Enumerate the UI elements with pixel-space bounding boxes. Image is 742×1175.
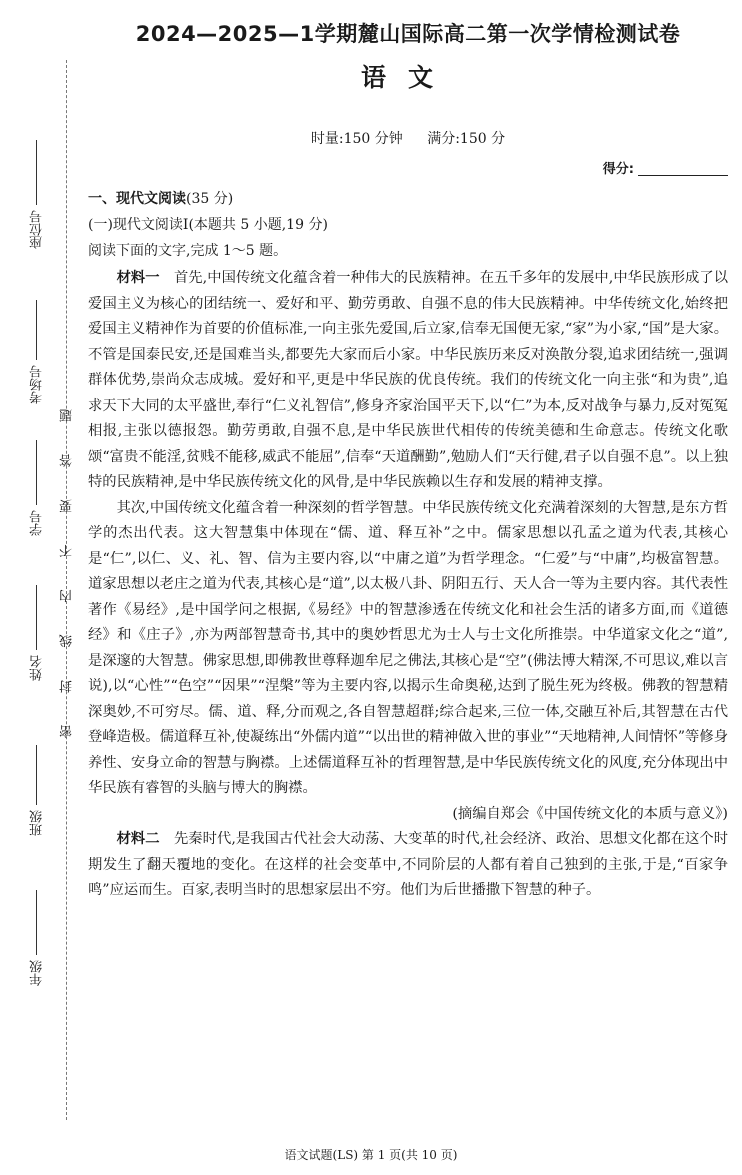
name-field[interactable] — [36, 585, 37, 650]
score-box — [603, 158, 728, 177]
grade-field[interactable] — [36, 890, 37, 955]
material2-label: 材料二 — [116, 831, 160, 847]
material1-p1-text: 首先,中国传统文化蕴含着一种伟大的民族精神。在五千多年的发展中,中华民族形成了以爱国主义为核心的团结统一、爱好和平、勤劳勇敢、自强不息的伟大民族精神。中华传统文化,始终把爱国主义精神作为首要的价值标准,一向主张先爱国,后立家,信奉无国便无家,“家”为小家,“国”是大家。不管是国泰民安,还是国难当头,都要先大家而后小家。中华民族历来反对涣散分裂,追求团结统一,强调群体优势,崇尚众志成城。爱好和平,更是中华民族的优良传统。我们的传统文化一向主张“和为贵”,追求天下大同的太平盛世,奉行“仁义礼智信”,修身齐家治国平天下,以“仁”为本,反对战争与暴力,反对冤冤相报,主张以德报怨。勤劳勇敢,自强不息,是中华民族世代相传的传统美德和生命意志。传统文化歌颂“富贵不能淫,贫贱不能移,威武不能屈”,信奉“天道酬勤”,勉励人们“天行健,君子以自强不息”。以上独特的民族精神,是中华民族传统文化的风骨,是中华民族赖以生存和发展的精神支撑。 — [88, 270, 729, 490]
class-field[interactable] — [36, 745, 37, 805]
seat-number-label: 座位号 — [30, 210, 45, 249]
section-heading — [88, 188, 233, 208]
seal-warning-text: 密 封 线 内 不 要 答 题 — [60, 395, 75, 738]
exam-title: 2024—2025—1学期麓山国际高二第一次学情检测试卷 — [135, 22, 681, 46]
score-label: 得分: — [602, 162, 634, 177]
exam-room-label: 考场号 — [30, 365, 45, 404]
material2-paragraph1 — [88, 827, 728, 904]
subject-title: 语文 — [360, 63, 455, 92]
seat-number-field[interactable] — [36, 140, 37, 205]
class-label: 班级 — [30, 810, 45, 836]
section-score: (35 分) — [186, 191, 234, 207]
time-limit: 时量:150 分钟 — [310, 131, 403, 147]
student-id-label: 学号 — [30, 510, 45, 536]
full-score: 满分:150 分 — [427, 131, 506, 147]
exam-meta — [88, 128, 728, 148]
subsection-heading: (一)现代文阅读Ⅰ(本题共 5 小题,19 分) — [88, 217, 328, 233]
score-field[interactable] — [638, 163, 728, 176]
material1-label: 材料一 — [116, 270, 160, 286]
reading-passage — [88, 266, 728, 904]
material1-source: (摘编自郑会《中国传统文化的本质与意义》) — [452, 805, 728, 822]
student-id-field[interactable] — [36, 440, 37, 505]
grade-label: 年级 — [30, 960, 45, 986]
material1-paragraph1 — [88, 266, 728, 496]
material1-p2-text: 其次,中国传统文化蕴含着一种深刻的哲学智慧。中华民族传统文化充满着深刻的大智慧,是东方哲学的杰出代表。这大智慧集中体现在“儒、道、释互补”之中。儒家思想以孔孟之道为代表,其核心是“仁”,以仁、义、礼、智、信为主要内容,以“中庸之道”为哲学理念。“仁爱”与“中庸”,均极富智慧。道家思想以老庄之道为代表,其核心是“道”,以太极八卦、阴阳五行、天人合一等为主要内容。其代表性著作《易经》,是中国学问之根据,《易经》中的智慧渗透在传统文化和社会生活的诸多方面,而《道德经》和《庄子》,亦为两部智慧奇书,其中的奥妙哲思尤为士人与士文化所推崇。中华道家文化之“道”,是深邃的大智慧。佛家思想,即佛教世尊释迦牟尼之佛法,其核心是“空”(佛法博大精深,不可思议,难以言说),以“心性”“色空”“因果”“涅槃”等为主要内容,以揭示生命奥秘,达到了脱生死为终极。佛教的智慧精深奥妙,不可穷尽。儒、道、释,分而观之,各自智慧超群;综合起来,三位一体,交融互补后,其智慧在古代登峰造极。儒道释互补,使凝练出“外儒内道”“以出世的精神做入世的事业”“天地精神,人间情怀”等修身养性、安身立命的智慧与胸襟。上述儒道释互补的哲理智慧,是中华民族传统文化的风度,充分体现出中华民族有睿智的头脑与博大的胸襟。 — [88, 499, 728, 796]
exam-room-field[interactable] — [36, 300, 37, 360]
name-label: 姓名 — [30, 655, 45, 681]
page-footer: 语文试题(LS) 第 1 页(共 10 页) — [284, 1148, 458, 1162]
material1-paragraph2 — [88, 496, 728, 802]
section-title: 一、现代文阅读 — [88, 191, 186, 207]
material2-p1-text: 先秦时代,是我国古代社会大动荡、大变革的时代,社会经济、政治、思想文化都在这个时期发生了翻天覆地的变化。在这样的社会变革中,不同阶层的人都有着自己独到的主张,于是,“百家争鸣”应运而生。百家,表明当时的思想家层出不穷。他们为后世播撒下智慧的种子。 — [88, 831, 729, 898]
binding-margin — [0, 0, 80, 1175]
reading-instruction: 阅读下面的文字,完成 1～5 题。 — [88, 243, 288, 259]
